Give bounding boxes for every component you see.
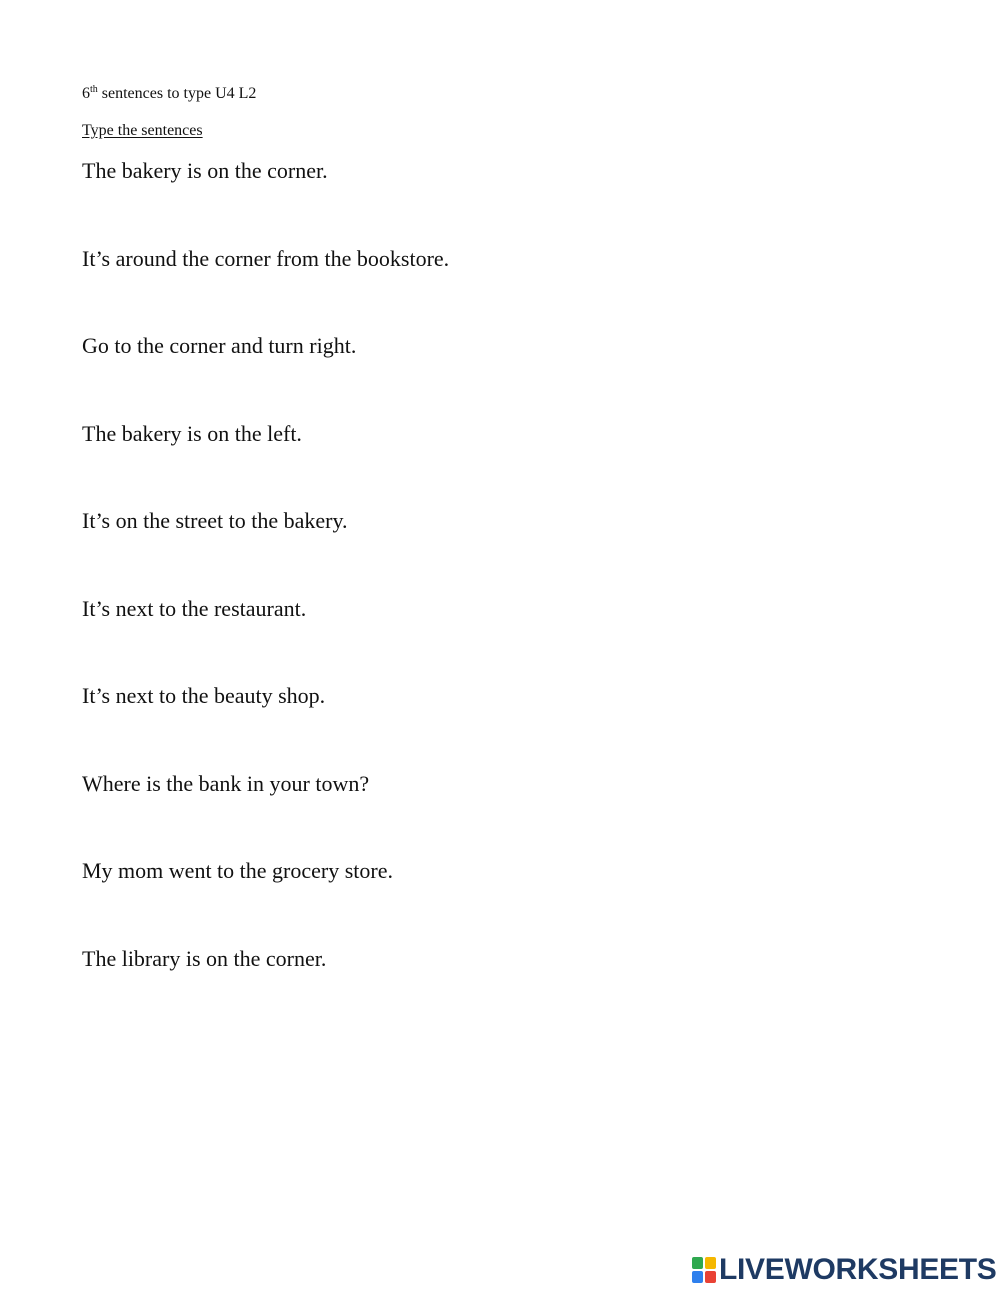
sentence-6: It’s next to the restaurant. [82, 595, 307, 621]
heading-rest: sentences to type U4 L2 [97, 85, 257, 102]
instructions-label: Type the sentences [82, 122, 203, 139]
heading-grade-number: 6 [82, 85, 90, 102]
heading-grade-superscript: th [90, 84, 98, 95]
sentence-list [82, 156, 449, 1031]
liveworksheets-logo-icon [692, 1257, 716, 1283]
sentence-7: It’s next to the beauty shop. [82, 683, 326, 708]
sentence-2: It’s around the corner from the bookstore. [82, 245, 450, 271]
logo-square-2 [705, 1257, 716, 1269]
logo-square-3 [692, 1271, 703, 1283]
sentence-3: Go to the corner and turn right. [82, 333, 357, 358]
sentence-4: The bakery is on the left. [82, 420, 302, 446]
logo-square-4 [705, 1271, 716, 1283]
logo-square-1 [692, 1257, 703, 1269]
sentence-10: The library is on the corner. [82, 945, 327, 971]
liveworksheets-wordmark: LIVEWORKSHEETS [719, 1253, 997, 1286]
liveworksheets-logo [692, 1255, 997, 1285]
sentence-9: My mom went to the grocery store. [82, 858, 393, 883]
sentence-8: Where is the bank in your town? [82, 770, 370, 796]
sentence-5: It’s on the street to the bakery. [82, 508, 348, 533]
worksheet-heading [82, 84, 256, 104]
sentence-1: The bakery is on the corner. [82, 158, 328, 183]
